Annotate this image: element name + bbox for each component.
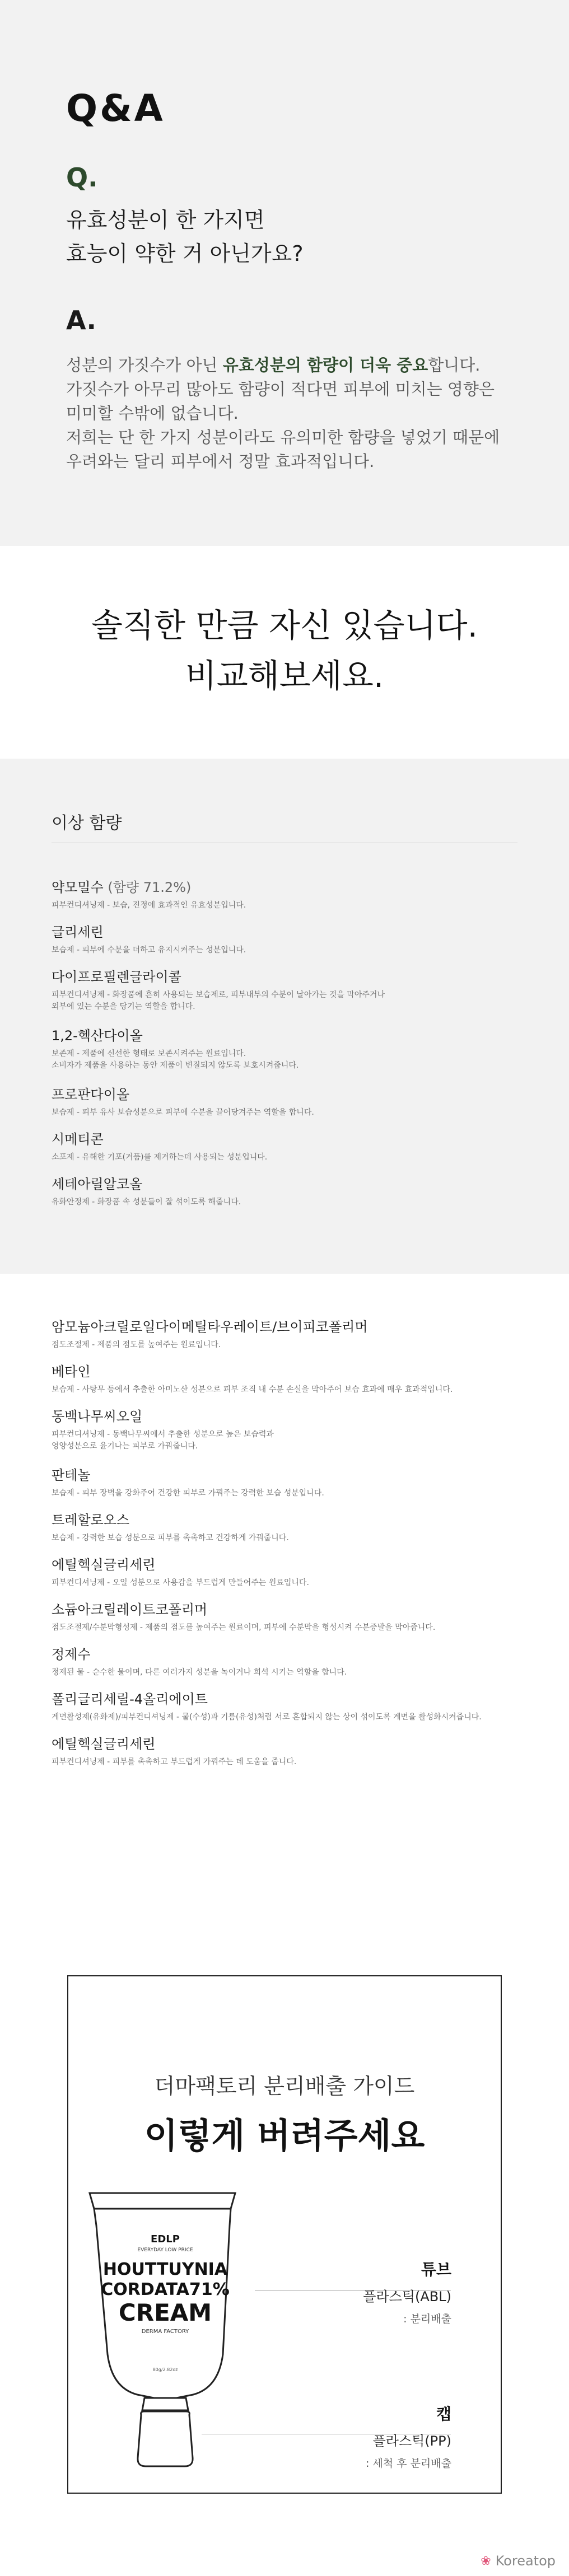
- ingredient-item: 베타인 보습제 - 사탕무 등에서 추출한 아미노산 성분으로 피부 조직 내 수분 손실을 막아주어 보습 효과에 매우 효과적입니다.: [52, 1364, 453, 1394]
- answer-highlight: 유효성분의 함량이 더욱 중요: [222, 356, 428, 375]
- question-line-1: 유효성분이 한 가지면: [66, 208, 265, 232]
- ingredient-item: 시메티콘 소포제 - 유해한 기포(거품)를 제거하는데 사용되는 성분입니다.: [52, 1132, 268, 1162]
- tube-text-brand: DERMA FACTORY: [141, 2329, 189, 2335]
- answer-line-2: 가짓수가 아무리 많아도 함량이 적다면 피부에 미치는 영향은: [66, 380, 495, 399]
- ingredient-item: 소듐아크릴레이트코폴리머 점도조절제/수분막형성제 - 제품의 점도를 높여주는 원료이며, 피부에 수분막을 형성시켜 수분증발을 막아줍니다.: [52, 1602, 436, 1632]
- guide-title: 이렇게 버려주세요: [144, 2115, 425, 2156]
- qa-title: Q&A: [66, 87, 165, 130]
- ingredient-item: 약모밀수 (함량 71.2%) 피부컨디셔닝제 - 보습, 진정에 효과적인 유효성분입니다.: [52, 880, 246, 910]
- ingredient-item: 정제수 정제된 물 - 순수한 물이며, 다른 여러가지 성분을 녹이거나 희석 시키는 역할을 합니다.: [52, 1647, 347, 1677]
- answer-line-4: 저희는 단 한 가지 성분이라도 유의미한 함량을 넣었기 때문에: [66, 428, 500, 447]
- tube-text-edlp: EDLP: [151, 2233, 180, 2245]
- ingredient-item: 트레할로오스 보습제 - 강력한 보습 성분으로 피부를 촉촉하고 건강하게 가꿔줍니다.: [52, 1512, 289, 1542]
- tube-text-weight: 80g/2.82oz: [152, 2367, 178, 2372]
- brand-name: Koreatop: [495, 2553, 556, 2569]
- answer-line-1: 성분의 가짓수가 아닌 유효성분의 함량이 더욱 중요합니다.: [66, 356, 481, 375]
- ingredient-item: 1,2-헥산다이올 보존제 - 제품에 신선한 형태로 보존시켜주는 원료입니다. 소비자가 제품을 사용하는 동안 제품이 변질되지 않도록 보호시켜줍니다.: [52, 1028, 299, 1070]
- ingredient-item: 에틸헥실글리세린 피부컨디셔닝제 - 피부를 촉촉하고 부드럽게 가꿔주는 데 도움을 줍니다.: [52, 1736, 297, 1766]
- ingredient-item: 에틸헥실글리세린 피부컨디셔닝제 - 오일 성분으로 사용감을 부드럽게 만들어주는 원료입니다.: [52, 1557, 309, 1587]
- tube-text-everyday: EVERYDAY LOW PRICE: [137, 2247, 193, 2253]
- ingredient-item: 세테아릴알코올 유화안정제 - 화장품 속 성분들이 잘 섞이도록 해줍니다.: [52, 1176, 241, 1207]
- ingredient-item: 다이프로필렌글라이콜 피부컨디셔닝제 - 화장품에 흔히 사용되는 보습제로, 피부내부의 수분이 날아가는 것을 막아주거나 외부에 있는 수분을 당기는 역할을 합니다.: [52, 969, 385, 1011]
- tube-text-cordata: CORDATA71%: [101, 2280, 230, 2299]
- guide-subtitle: 더마팩토리 분리배출 가이드: [154, 2074, 415, 2098]
- headline-line-2: 비교해보세요.: [185, 657, 384, 695]
- tube-text-cream: CREAM: [118, 2299, 212, 2326]
- tube-crimp-end: [90, 2193, 235, 2209]
- tube-text-houttuynia: HOUTTUYNIA: [102, 2260, 228, 2279]
- question-line-2: 효능이 약한 거 아닌가요?: [66, 241, 304, 266]
- ingredients-heading: 이상 함량: [52, 814, 122, 833]
- ingredient-item: 판테놀 보습제 - 피부 장벽을 강화주어 건강한 피부로 가꿔주는 강력한 보습 성분입니다.: [52, 1467, 324, 1498]
- headline-line-1: 솔직한 만큼 자신 있습니다.: [91, 606, 478, 644]
- answer-mark: A.: [66, 305, 96, 335]
- tube-part-label: 튜브 플라스틱(ABL) : 분리배출: [363, 2260, 451, 2325]
- cap-shape: [138, 2411, 193, 2466]
- cap-part-label: 캡 플라스틱(PP) : 세척 후 분리배출: [366, 2405, 451, 2470]
- answer-line-5: 우려와는 달리 피부에서 정말 효과적입니다.: [66, 452, 375, 471]
- ingredient-item: 폴리글리세릴-4올리에이트 계면활성제(유화제)/피부컨디셔닝제 - 물(수성)과 기름(유성)처럼 서로 혼합되지 않는 상이 섞이도록 계면을 활성화시켜줍니다.: [52, 1691, 482, 1722]
- answer-line-3: 미미할 수밖에 없습니다.: [66, 404, 239, 423]
- lotus-icon: ❀: [481, 2554, 491, 2568]
- question-mark: Q.: [66, 162, 98, 193]
- ingredient-item: 암모늄아크릴로일다이메틸타우레이트/브이피코폴리머 점도조절제 - 제품의 점도를 높여주는 원료입니다.: [52, 1319, 368, 1349]
- ingredient-item: 글리세린 보습제 - 피부에 수분을 더하고 유지시켜주는 성분입니다.: [52, 924, 246, 955]
- tube-shoulder: [142, 2398, 188, 2410]
- ingredient-item: 프로판다이올 보습제 - 피부 유사 보습성분으로 피부에 수분을 끌어당겨주는 역할을 합니다.: [52, 1087, 314, 1117]
- ingredient-item: 동백나무씨오일 피부컨디셔닝제 - 동백나무씨에서 추출한 성분으로 높은 보습력과 영양성분으로 윤기나는 피부로 가꿔줍니다.: [52, 1409, 274, 1451]
- brand-watermark: [481, 2553, 556, 2569]
